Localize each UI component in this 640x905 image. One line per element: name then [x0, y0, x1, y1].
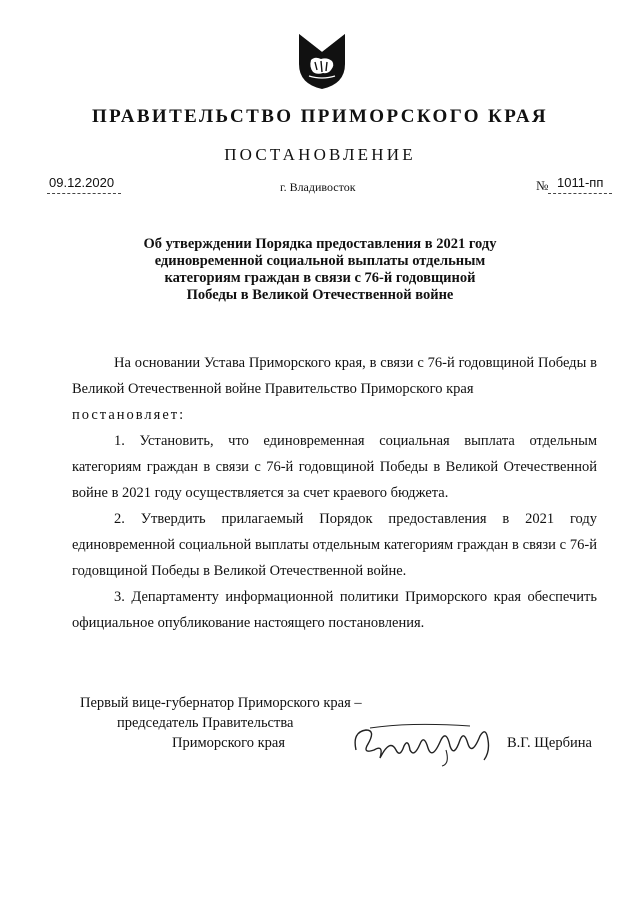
signatory-title [80, 693, 362, 753]
city: г. Владивосток [280, 180, 356, 194]
item-2: 2. Утвердить прилагаемый Порядок предоставления в 2021 году единовременной социальной выплаты отдельным категориям граждан в связи с 76-й годовщиной Победы в Великой Отечественной войне. [72, 511, 597, 579]
number-underline [548, 193, 612, 194]
signatory-title-line: Приморского края [172, 735, 286, 751]
organization-title: ПРАВИТЕЛЬСТВО ПРИМОРСКОГО КРАЯ [91, 106, 549, 127]
signer-name: В.Г. Щербина [507, 735, 592, 751]
document-body [72, 350, 597, 636]
signatory-title-line: председатель Правительства [117, 715, 294, 731]
resolves-word: постановляет: [72, 407, 186, 423]
subject-line: единовременной социальной выплаты отдельным [154, 253, 486, 269]
subject-line: Об утверждении Порядка предоставления в 2021 году [143, 236, 497, 252]
date-underline [47, 193, 121, 194]
handwritten-signature [350, 720, 500, 768]
preamble-text: На основании Устава Приморского края, в связи с 76-й годовщиной Победы в Великой Отечественной войне Правительство Приморского края [72, 355, 597, 397]
resolves-paragraph [72, 402, 597, 428]
document-subject [120, 236, 520, 304]
document-number: 1011-пп [557, 175, 604, 190]
document-date: 09.12.2020 [49, 175, 115, 190]
subject-line: категориям граждан в связи с 76-й годовщиной [164, 270, 476, 286]
subject-line: Победы в Великой Отечественной войне [186, 287, 454, 303]
document-type: ПОСТАНОВЛЕНИЕ [224, 145, 416, 164]
item-1: 1. Установить, что единовременная социальная выплата отдельным категориям граждан в связи с 76-й годовщиной Победы в Великой Отечественной войне в 2021 году осуществляется за счет краевого бюджета. [72, 433, 597, 501]
number-symbol: № [536, 178, 549, 193]
signatory-title-line: Первый вице-губернатор Приморского края – [80, 695, 362, 711]
item-3: 3. Департаменту информационной политики Приморского края обеспечить официальное опубликование настоящего постановления. [72, 589, 597, 631]
preamble-paragraph [72, 350, 597, 402]
coat-of-arms-emblem [297, 32, 347, 90]
